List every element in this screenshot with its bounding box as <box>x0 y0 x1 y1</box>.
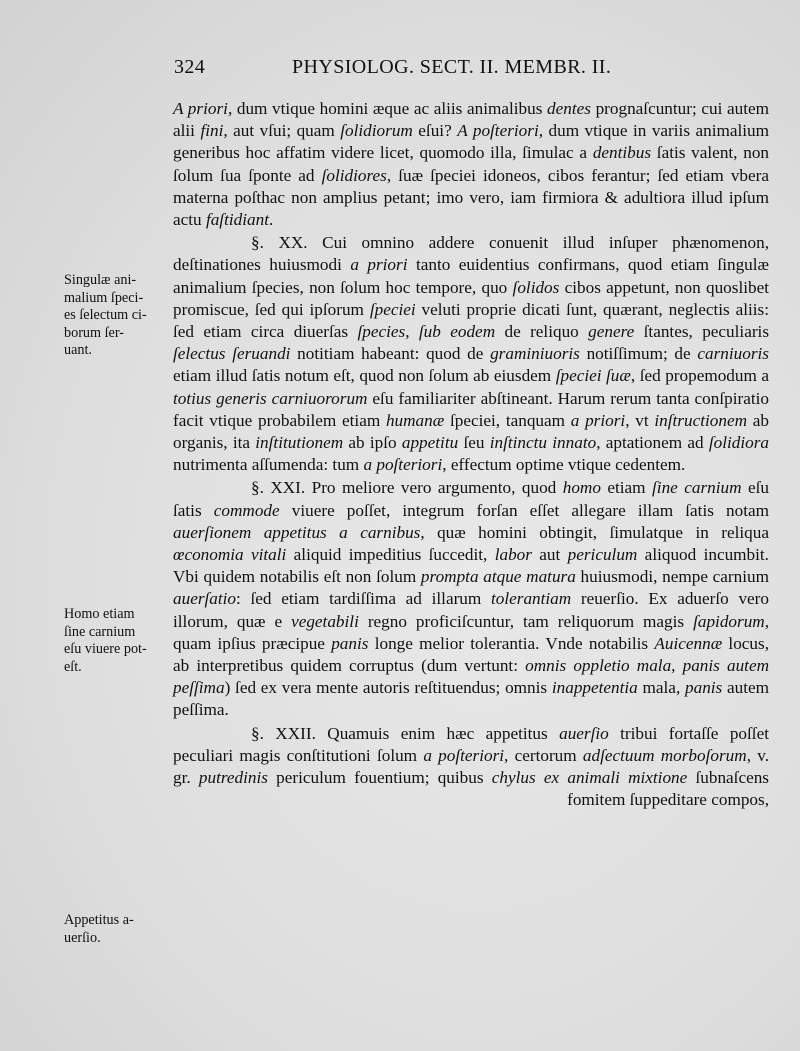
running-title: PHYSIOLOG. SECT. II. MEMBR. II. <box>292 56 612 78</box>
margin-note-homo: Homo etiam ſine carnium eſu viuere pot- eſt. <box>64 606 147 675</box>
page-number: 324 <box>174 56 206 78</box>
margin-note-singulae: Singulæ ani- malium ſpeci- es ſelectum ci- borum ſer- uant. <box>64 272 147 358</box>
paragraph-section-xxi: §. XXI. Pro meliore vero argumento, quod homo etiam ſine carnium eſu ſatis commode viuere poſſet, integrum forſan eſſet allegare illam ſatis notam auerſionem appetitus a carnibus, quæ homini obtingit, ſimulatque in reliqua œconomia vitali aliquid impeditius ſuccedit, labor aut periculum aliquod incumbit. Vbi quidem notabilis eſt non ſolum prompta atque matura huiusmodi, nempe carnium auerſatio: ſed etiam tardiſſima ad illarum tolerantiam reuerſio. Ex aduerſo vero illorum, quæ e vegetabili regno proficiſcuntur, tam reliquorum magis ſapidorum, quam ipſius præcipue panis longe melior tolerantia. Vnde notabilis Auicennæ locus, ab interpretibus quidem corruptus (dum vertunt: omnis oppletio mala, panis autem peſſima) ſed ex vera mente autoris reſtituendus; omnis inappetentia mala, panis autem peſſima. <box>173 478 770 720</box>
paragraph-section-xxii: §. XXII. Quamuis enim hæc appetitus auerſio tribui fortaſſe poſſet peculiari magis conſtitutioni ſolum a poſteriori, certorum adſectuum morboſorum, v. gr. putredinis periculum fouentium; quibus chylus ex animali mixtione ſubnaſcens fomitem ſuppeditare compos, <box>173 723 770 810</box>
paragraph-section-xx: §. XX. Cui omnino addere conuenit illud inſuper phænomenon, deſtinationes huiusmodi a priori tanto euidentius confirmans, quod etiam ſingulæ animalium ſpecies, non ſolum hoc tempore, quo ſolidos cibos appetunt, non quoslibet promiscue, ſed qui ipſorum ſpeciei veluti proprie dicati ſunt, quærant, neglectis aliis: ſed etiam circa diuerſas ſpecies, ſub eodem de reliquo genere ſtantes, peculiaris ſelectus ſeruandi notitiam habeant: quod de graminiuoris notiſſimum; de carniuoris etiam illud ſatis notum eſt, quod non ſolum ab eiusdem ſpeciei ſuæ, ſed propemodum a totius generis carniuororum eſu familiariter abſtineant. Harum rerum tanta conſpiratio facit vtique probabilem etiam humanæ ſpeciei, tanquam a priori, vt inſtructionem ab organis, ita inſtitutionem ab ipſo appetitu ſeu inſtinctu innato, aptationem ad ſolidiora nutrimenta aſſumenda: tum a poſteriori, effectum optime vtique cedentem. <box>173 233 770 475</box>
margin-note-appetitus: Appetitus a- uerſio. <box>64 912 134 946</box>
running-header <box>174 56 694 79</box>
paragraph-intro: A priori, dum vtique homini æque ac aliis animalibus dentes prognaſcuntur; cui autem alii fini, aut vſui; quam ſolidiorum eſui? A poſteriori, dum vtique in variis animalium generibus hoc affatim videre licet, quomodo illa, ſimulac a dentibus ſatis valent, non ſolum ſua ſponte ad ſolidiores, ſuæ ſpeciei idoneos, cibos ferantur; ſed etiam vbera materna poſthac non amplius petant; imo vero, iam firmiora & adultiora illud ipſum actu faſtidiant. <box>173 99 770 230</box>
main-text <box>173 98 769 812</box>
